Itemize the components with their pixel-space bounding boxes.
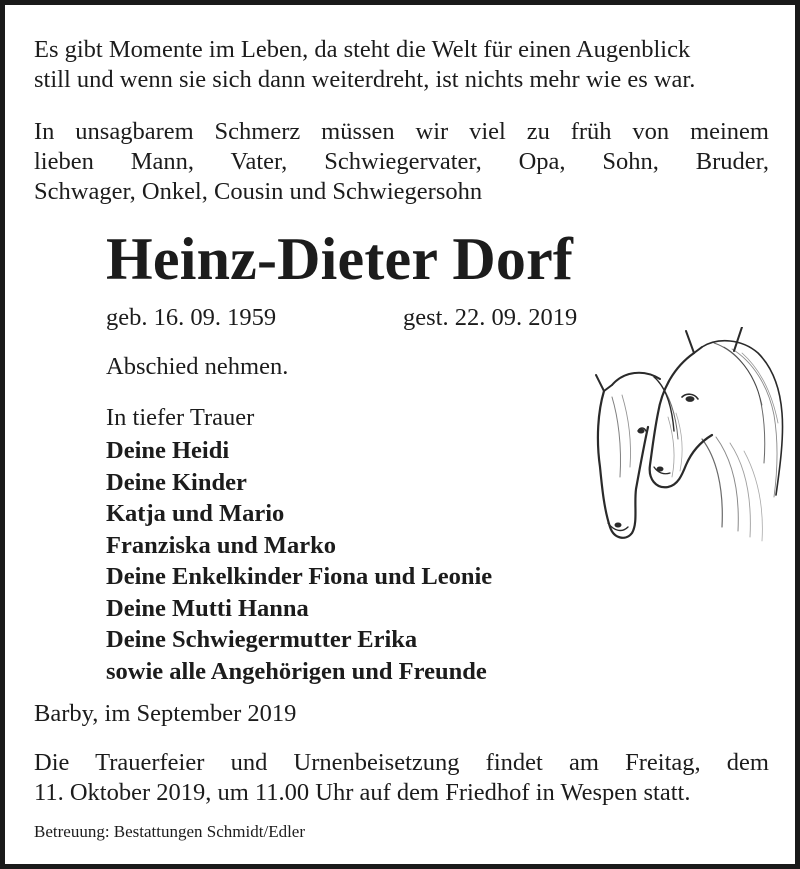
mourning-intro: In tiefer Trauer bbox=[106, 404, 255, 431]
service-line: Die Trauerfeier und Urnenbeisetzung findet am Freitag, dem bbox=[34, 749, 769, 776]
mourner: Deine Kinder bbox=[106, 468, 247, 496]
funeral-home-credit: Betreuung: Bestattungen Schmidt/Edler bbox=[34, 822, 306, 841]
mourner: Deine Schwiegermutter Erika bbox=[106, 626, 418, 653]
announcement-line: lieben Mann, Vater, Schwiegervater, Opa, Sohn, Bruder, bbox=[34, 148, 769, 175]
announcement-line: In unsagbarem Schmerz müssen wir viel zu früh von meinem bbox=[34, 118, 769, 145]
mourner: Deine Heidi bbox=[106, 437, 230, 464]
mourner: Deine Mutti Hanna bbox=[106, 594, 309, 622]
opening-line: still und wenn sie sich dann weiterdreht, ist nichts mehr wie es war. bbox=[34, 66, 696, 93]
mourner: Franziska und Marko bbox=[106, 531, 337, 559]
service-info bbox=[34, 748, 769, 808]
mourner: Deine Enkelkinder Fiona und Leonie bbox=[106, 563, 493, 590]
death-date: gest. 22. 09. 2019 bbox=[403, 304, 578, 331]
birth-date: geb. 16. 09. 1959 bbox=[106, 304, 277, 331]
opening-line: Es gibt Momente im Leben, da steht die Welt für einen Augenblick bbox=[34, 36, 691, 63]
mourner: Katja und Mario bbox=[106, 500, 285, 527]
mourners-list bbox=[106, 435, 492, 687]
mourner: sowie alle Angehörigen und Freunde bbox=[106, 657, 487, 685]
announcement-line: Schwager, Onkel, Cousin und Schwiegersohn bbox=[34, 178, 483, 205]
place-date: Barby, im September 2019 bbox=[34, 700, 297, 727]
opening-quote bbox=[34, 35, 769, 95]
deceased-name: Heinz-Dieter Dorf bbox=[106, 226, 574, 292]
horses-sketch-icon bbox=[582, 327, 787, 547]
announcement-text bbox=[34, 117, 769, 207]
service-line: 11. Oktober 2019, um 11.00 Uhr auf dem Friedhof in Wespen statt. bbox=[34, 779, 691, 806]
farewell-text: Abschied nehmen. bbox=[106, 353, 289, 380]
